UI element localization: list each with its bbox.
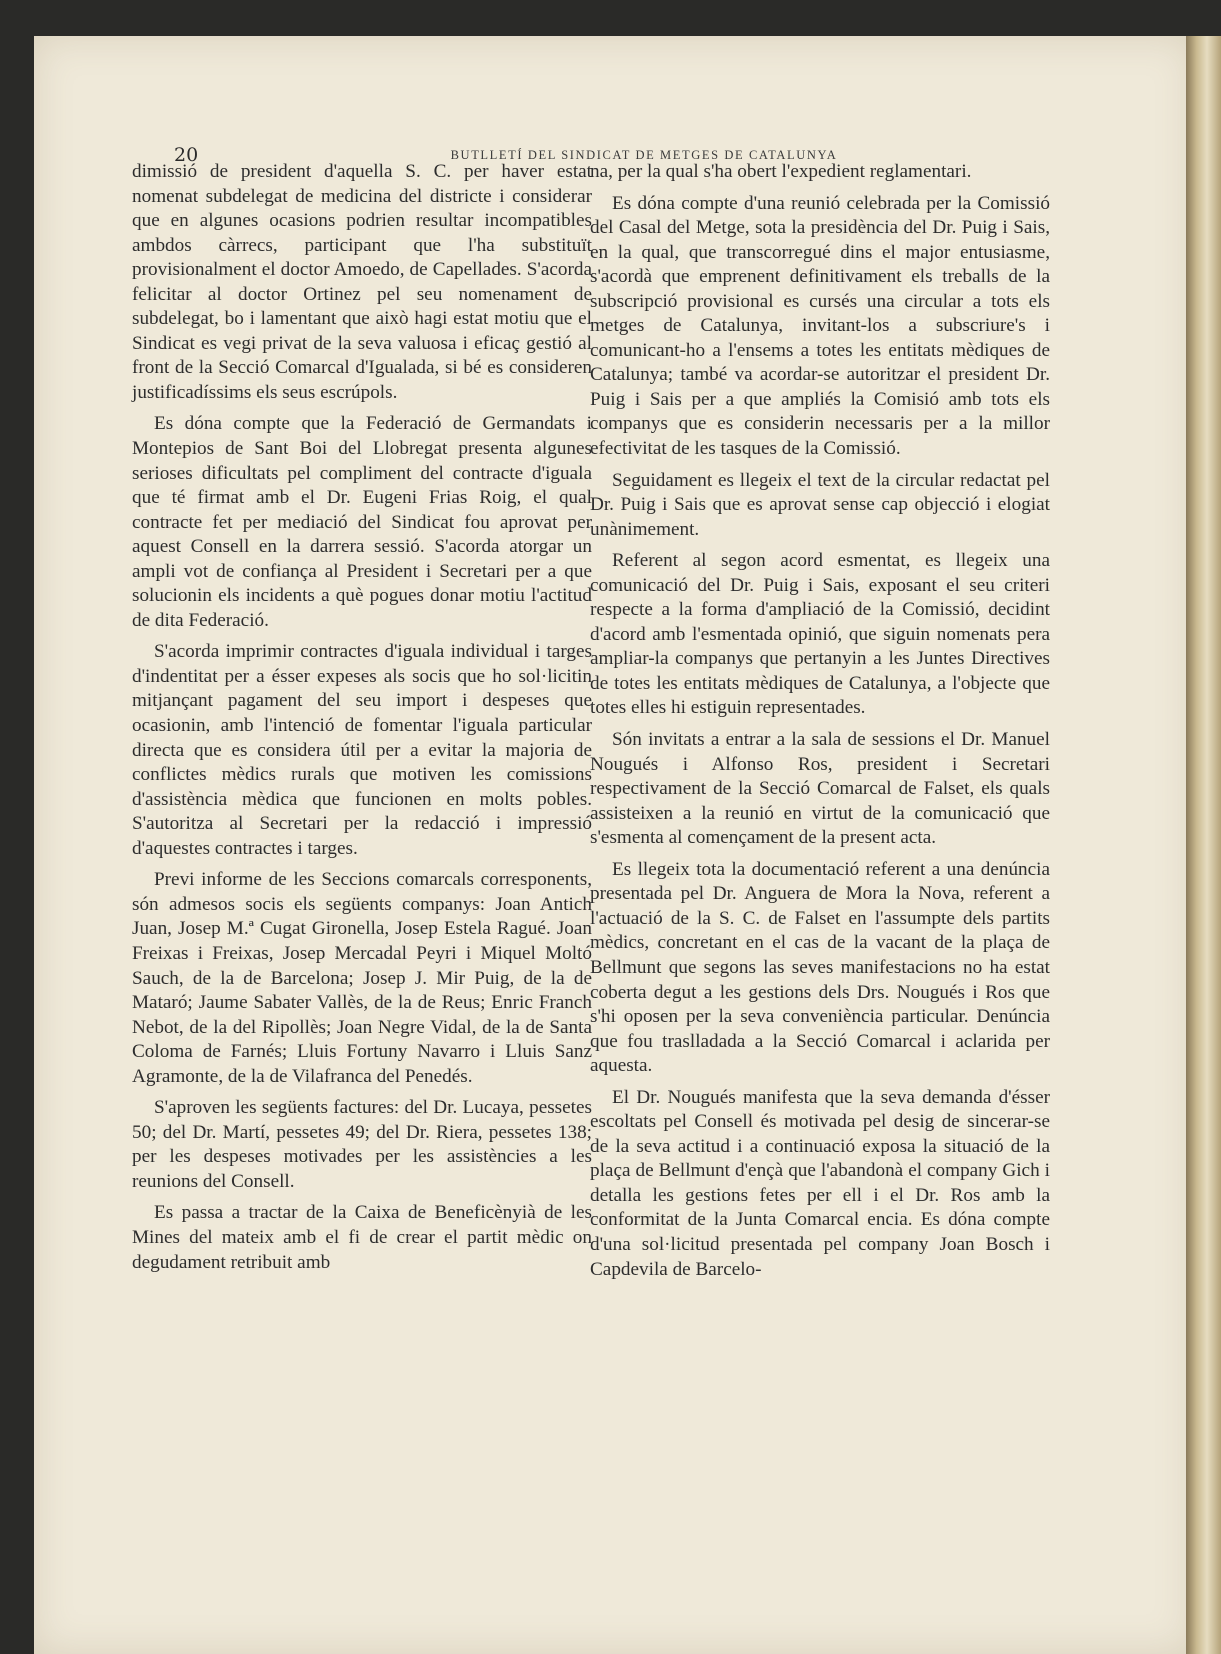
- page-number: 20: [174, 144, 199, 166]
- running-title: BUTLLETÍ DEL SINDICAT DE METGES DE CATALUNYA: [450, 148, 838, 162]
- paragraph: dimissió de president d'aquella S. C. per haver estat nomenat subdelegat de medicina del districte i considerar que en algunes ocasions podrien resultar incompatibles ambdos càrrecs, participant que l'ha substituït provisionalment el doctor Amoedo, de Capellades. S'acorda felicitar al doctor Ortinez pel seu nomenament de subdelegat, bo i lamentant que això hagi estat motiu que el Sindicat es vegi privat de la seva valuosa i eficaç gestió al front de la Secció Comarcal d'Igualada, si bé es consideren justificadíssims els seus escrúpols.: [132, 161, 592, 403]
- paragraph: Són invitats a entrar a la sala de sessions el Dr. Manuel Nougués i Alfonso Ros, president i Secretari respectivament de la Secció Comarcal de Falset, els quals assisteixen a la reunió en virtut de la comunicació que s'esmenta al començament de la present acta.: [590, 729, 1050, 849]
- paragraph: Es llegeix tota la documentació referent a una denúncia presentada pel Dr. Anguera de Mora la Nova, referent a l'actuació de la S. C. de Falset en l'assumpte dels partits mèdics, concretant en el cas de la vacant de la plaça de Bellmunt que segons las seves manifestacions no ha estat coberta degut a les gestions dels Drs. Nougués i Ros que s'hi oposen per la seva conveniència particular. Denúncia que fou traslladada a la Secció Comarcal i aclarida per aquesta.: [590, 858, 1050, 1077]
- adjacent-page-edge: [1186, 36, 1221, 1654]
- paragraph: Es dóna compte que la Federació de Germandats i Montepios de Sant Boi del Llobregat presenta algunes serioses dificultats pel compliment del contracte d'iguala que té firmat amb el Dr. Eugeni Frias Roig, el qual contracte fet per mediació del Sindicat fou aprovat per aquest Consell en la darrera sessió. S'acorda atorgar un ampli vot de confiança al President i Secretari per a que solucionin els incidents a què pogues donar motiu l'actitud de dita Federació.: [132, 413, 592, 631]
- paragraph: S'acorda imprimir contractes d'iguala individual i targes d'indentitat per a ésser expeses als socis que ho sol·licitin mitjançant pagament del seu import i despeses que ocasionin, amb l'intenció de fomentar l'iguala particular directa que es considera útil per a evitar la majoria de conflictes mèdics rurals que motiven les comissions d'assistència mèdica que funcionen en molts pobles. S'autoritza al Secretari per la redacció i impressió d'aquestes contractes i targes.: [132, 641, 592, 859]
- paragraph: Es dóna compte d'una reunió celebrada per la Comissió del Casal del Metge, sota la presidència del Dr. Puig i Sais, en la qual, que transcorregué dins el major entusiasme, s'acordà que emprenent definitivament els treballs de la subscripció provisional es cursés una circular a tots els metges de Catalunya, invitant-los a subscriure's i comunicant-ho a l'ensems a totes les entitats mèdiques de Catalunya; també va acordar-se autoritzar el president Dr. Puig i Sais per a que ampliés la Comisió amb tots els companys que es considerin necessaris per a la millor efectivitat de les tasques de la Comissió.: [590, 192, 1050, 460]
- paragraph: na, per la qual s'ha obert l'expedient reglamentari.: [590, 161, 972, 182]
- right-column: [590, 160, 1050, 1289]
- paragraph: Referent al segon acord esmentat, es llegeix una comunicació del Dr. Puig i Sais, exposant el seu criteri respecte a la forma d'ampliació de la Comissió, decidint d'acord amb l'esmentada opinió, que siguin nomenats pera ampliar-la companys que pertanyin a les Juntes Directives de totes les entitats mèdiques de Catalunya, a l'objecte que totes elles hi estiguin representades.: [590, 550, 1050, 719]
- paragraph: Seguidament es llegeix el text de la circular redactat pel Dr. Puig i Sais que es aprovat sense cap objecció i elogiat unànimement.: [590, 469, 1050, 540]
- paragraph: S'aproven les següents factures: del Dr. Lucaya, pessetes 50; del Dr. Martí, pessetes 49; del Dr. Riera, pessetes 138; per les despeses motivades per les assistències a les reunions del Consell.: [132, 1097, 592, 1192]
- left-column: [132, 160, 592, 1282]
- paragraph: Previ informe de les Seccions comarcals corresponents, són admesos socis els següents companys: Joan Antich Juan, Josep M.ª Cugat Gironella, Josep Estela Ragué. Joan Freixas i Freixas, Josep Mercadal Peyri i Miquel Moltó Sauch, de la de Barcelona; Josep J. Mir Puig, de la de Mataró; Jaume Sabater Vallès, de la de Reus; Enric Franch Nebot, de la del Ripollès; Joan Negre Vidal, de la de Santa Coloma de Farnés; Lluis Fortuny Navarro i Lluis Sanz Agramonte, de la de Vilafranca del Penedés.: [132, 869, 592, 1087]
- paragraph: Es passa a tractar de la Caixa de Beneficènyià de les Mines del mateix amb el fi de crear el partit mèdic on degudament retribuit amb: [132, 1202, 592, 1273]
- paragraph: El Dr. Nougués manifesta que la seva demanda d'ésser escoltats pel Consell és motivada pel desig de sincerar-se de la seva actitud i a continuació exposa la situació de la plaça de Bellmunt d'ençà que l'abandonà el company Gich i detalla les gestions fetes per ell i el Dr. Ros amb la conformitat de la Junta Comarcal encia. Es dóna compte d'una sol·licitud presentada pel company Joan Bosch i Capdevila de Barcelo-: [590, 1086, 1050, 1280]
